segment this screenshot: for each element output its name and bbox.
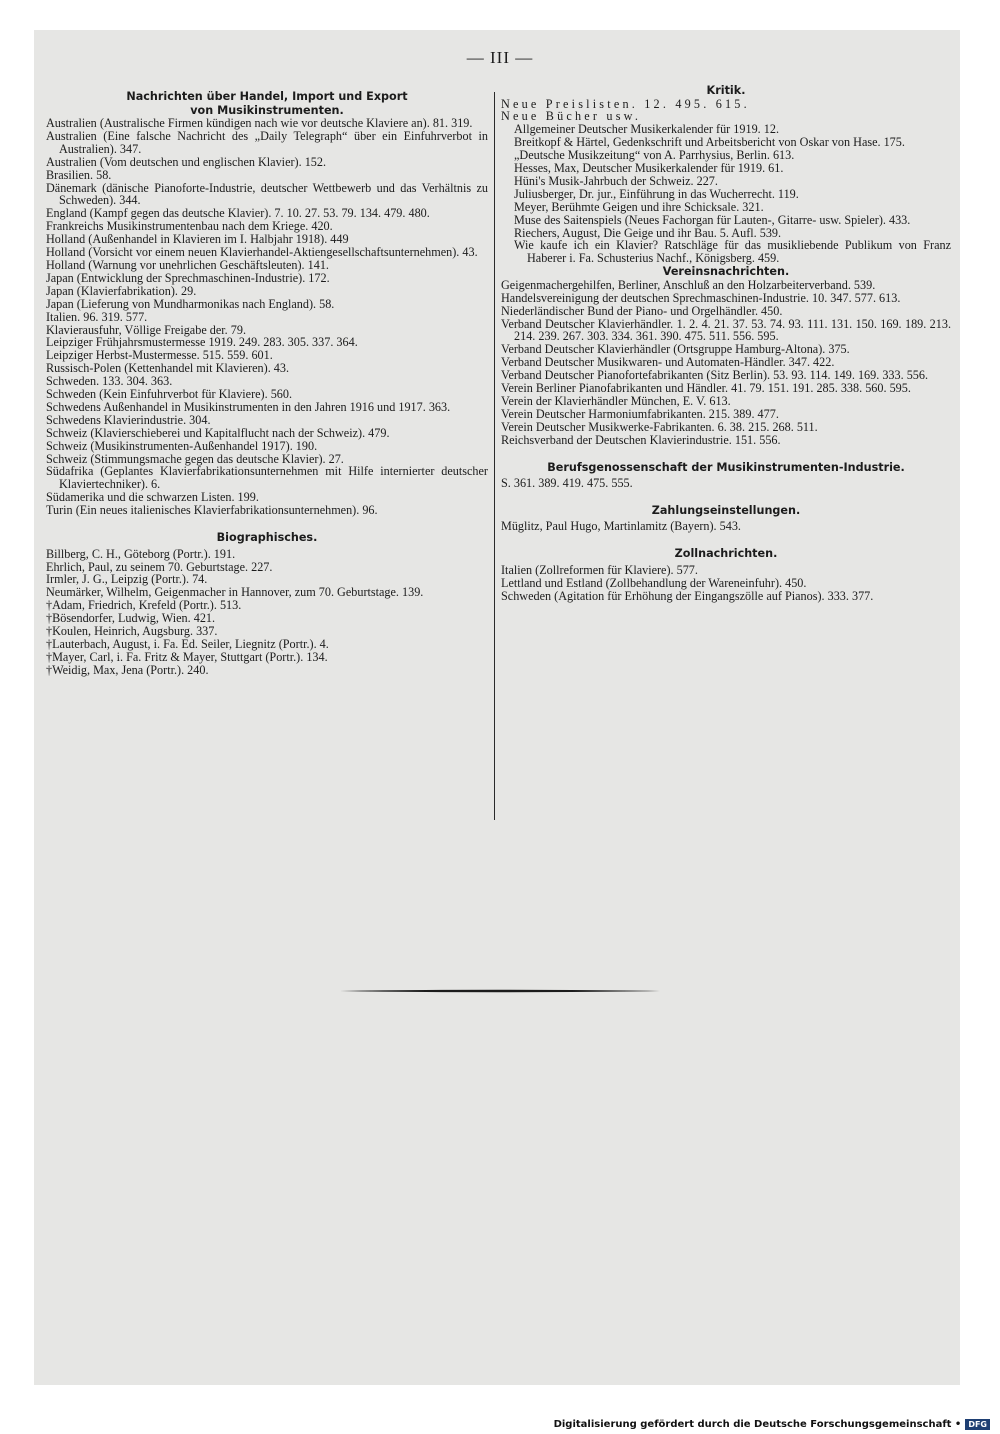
index-entry: Verband Deutscher Pianofortefabrikanten (Sitz Berlin). 53. 93. 114. 149. 169. 333. 556. [501, 368, 929, 383]
index-entry: Schwedens Klavierindustrie. 304. [46, 412, 211, 427]
index-entry: Holland (Vorsicht vor einem neuen Klavierhandel-Aktiengesellschaftsunternehmen). 43. [46, 245, 478, 260]
index-entry: Dänemark (dänische Pianoforte-Industrie, deutscher Wettbewerb und das Verhältnis zu Schweden). 344. [46, 180, 488, 208]
index-entry: S. 361. 389. 419. 475. 555. [501, 476, 633, 491]
entry-list [46, 548, 488, 677]
section-heading: Vereinsnachrichten. [662, 265, 790, 279]
section-heading: Zahlungseinstellungen. [651, 503, 801, 517]
section-vereinsnachrichten [501, 265, 951, 446]
index-entry: Riechers, August, Die Geige und ihr Bau. 5. Aufl. 539. [514, 225, 782, 240]
entry-list [501, 520, 951, 533]
index-entry: Schweden (Agitation für Erhöhung der Eingangszölle auf Pianos). 333. 377. [501, 588, 874, 603]
entry-list [501, 123, 951, 265]
section-biographisches [46, 531, 488, 677]
entry-list [46, 117, 488, 517]
index-entry: Breitkopf & Härtel, Gedenkschrift und Arbeitsbericht von Oskar von Hase. 175. [514, 135, 905, 150]
index-entry: Lettland und Estland (Zollbehandlung der Wareneinfuhr). 450. [501, 575, 807, 590]
index-entry: Juliusberger, Dr. jur., Einführung in das Wucherrecht. 119. [514, 186, 799, 201]
index-entry: †Weidig, Max, Jena (Portr.). 240. [46, 662, 209, 677]
index-entry: Verband Deutscher Klavierhändler (Ortsgruppe Hamburg-Altona). 375. [501, 342, 850, 357]
index-entry: Schweiz (Klavierschieberei und Kapitalflucht nach der Schweiz). 479. [46, 425, 390, 440]
index-entry: Verein Deutscher Harmoniumfabrikanten. 215. 389. 477. [501, 406, 779, 421]
index-entry: Billberg, C. H., Göteborg (Portr.). 191. [46, 546, 236, 561]
index-entry: „Deutsche Musikzeitung“ von A. Parrhysius, Berlin. 613. [514, 148, 795, 163]
index-entry: Muse des Saitenspiels (Neues Fachorgan für Lauten-, Gitarre- usw. Spieler). 433. [514, 212, 911, 227]
index-entry: Australien (Australische Firmen kündigen nach wie vor deutsche Klaviere an). 81. 319. [46, 116, 473, 130]
index-entry: Südafrika (Geplantes Klavierfabrikationsunternehmen mit Hilfe internierter deutscher Klaviertechniker). 6. [46, 464, 488, 492]
index-entry: Australien (Eine falsche Nachricht des „Daily Telegraph“ über ein Einfuhrverbot in Australien). 347. [46, 128, 488, 156]
index-entry: †Lauterbach, August, i. Fa. Ed. Seiler, Liegnitz (Portr.). 4. [46, 636, 329, 651]
index-entry: Leipziger Herbst-Mustermesse. 515. 559. 601. [46, 348, 273, 363]
index-entry: Reichsverband der Deutschen Klavierindustrie. 151. 556. [501, 432, 781, 447]
index-entry: †Adam, Friedrich, Krefeld (Portr.). 513. [46, 598, 242, 613]
index-entry: Südamerika und die schwarzen Listen. 199. [46, 490, 259, 505]
index-entry: Leipziger Frühjahrsmustermesse 1919. 249. 283. 305. 337. 364. [46, 335, 358, 350]
index-entry: Schwedens Außenhandel in Musikinstrumenten in den Jahren 1916 und 1917. 363. [46, 399, 451, 414]
index-entry: Geigenmachergehilfen, Berliner, Anschluß an den Holzarbeiterverband. 539. [501, 277, 876, 292]
index-entry: Verein Berliner Pianofabrikanten und Händler. 41. 79. 151. 191. 285. 338. 560. 595. [501, 381, 911, 396]
index-entry: †Koulen, Heinrich, Augsburg. 337. [46, 624, 218, 639]
entry-list [501, 564, 951, 603]
section-kritik [501, 84, 951, 265]
dfg-logo: DFG [965, 1419, 990, 1430]
index-entry: Turin (Ein neues italienisches Klavierfabrikationsunternehmen). 96. [46, 503, 378, 518]
subsection-label: Neue Bücher usw. [501, 109, 642, 124]
index-entry: Australien (Vom deutschen und englischen Klavier). 152. [46, 154, 327, 169]
index-entry: Japan (Entwicklung der Sprechmaschinen-Industrie). 172. [46, 270, 330, 285]
index-entry: Klavierausfuhr, Völlige Freigabe der. 79. [46, 322, 246, 337]
page-number: — III — [466, 48, 534, 67]
index-entry: Müglitz, Paul Hugo, Martinlamitz (Bayern). 543. [501, 519, 741, 534]
index-entry: Japan (Lieferung von Mundharmonikas nach England). 58. [46, 296, 335, 311]
section-zollnachrichten [501, 547, 951, 602]
section-heading: Berufsgenossenschaft der Musikinstrumenten-Industrie. [547, 460, 905, 474]
index-entry: Verein Deutscher Musikwerke-Fabrikanten. 6. 38. 215. 268. 511. [501, 419, 818, 434]
index-entry: Frankreichs Musikinstrumentenbau nach dem Kriege. 420. [46, 219, 333, 234]
index-entry: Brasilien. 58. [46, 167, 112, 182]
index-entry: Verein der Klavierhändler München, E. V. 613. [501, 393, 731, 408]
index-entry: Ehrlich, Paul, zu seinem 70. Geburtstage. 227. [46, 559, 273, 574]
right-column [501, 84, 951, 603]
index-entry: Handelsvereinigung der deutschen Sprechmaschinen-Industrie. 10. 347. 577. 613. [501, 290, 901, 305]
index-entry: Niederländischer Bund der Piano- und Orgelhändler. 450. [501, 303, 783, 318]
section-heading: Nachrichten über Handel, Import und Export von Musikinstrumenten. [126, 90, 408, 117]
index-entry: Holland (Warnung vor unehrlichen Geschäftsleuten). 141. [46, 257, 329, 272]
index-entry: Schweiz (Musikinstrumenten-Außenhandel 1917). 190. [46, 438, 318, 453]
index-entry: Wie kaufe ich ein Klavier? Ratschläge für das musikliebende Publikum von Franz Haberer i. Fa. Schusterius Nachf., Königsberg. 459. [514, 238, 951, 266]
entry-list [501, 279, 951, 447]
entry-list [501, 477, 951, 490]
index-entry: England (Kampf gegen das deutsche Klavier). 7. 10. 27. 53. 79. 134. 479. 480. [46, 206, 430, 221]
index-entry: †Bösendorfer, Ludwig, Wien. 421. [46, 611, 216, 626]
index-entry: Schweden (Kein Einfuhrverbot für Klaviere). 560. [46, 387, 293, 402]
section-berufsgenossenschaft [501, 461, 951, 490]
section-heading: Biographisches. [216, 531, 318, 545]
index-entry: Verband Deutscher Klavierhändler. 1. 2. 4. 21. 37. 53. 74. 93. 111. 131. 150. 169. 189. 213. 214. 239. 267. 303. 334. 361. 390. 475. 511. 556. 595. [501, 316, 951, 344]
section-zahlungseinstellungen [501, 504, 951, 533]
section-handel [46, 90, 488, 517]
column-divider [494, 92, 495, 820]
index-entry: Holland (Außenhandel in Klavieren im I. Halbjahr 1918). 449 [46, 232, 349, 247]
index-entry: Neumärker, Wilhelm, Geigenmacher in Hannover, zum 70. Geburtstage. 139. [46, 585, 424, 600]
footer [554, 1417, 990, 1431]
ornamental-rule [340, 988, 660, 994]
section-heading: Zollnachrichten. [674, 547, 778, 561]
index-entry: Meyer, Berühmte Geigen und ihre Schicksale. 321. [514, 199, 764, 214]
index-entry: Hesses, Max, Deutscher Musikerkalender für 1919. 61. [514, 161, 784, 176]
index-entry: Italien (Zollreformen für Klaviere). 577. [501, 562, 698, 577]
index-entry: Allgemeiner Deutscher Musikerkalender für 1919. 12. [514, 122, 779, 137]
index-entry: Verband Deutscher Musikwaren- und Automaten-Händler. 347. 422. [501, 355, 835, 370]
index-entry: Schweiz (Stimmungsmache gegen das deutsche Klavier). 27. [46, 451, 344, 466]
index-entry: Italien. 96. 319. 577. [46, 309, 148, 324]
index-entry: Japan (Klavierfabrikation). 29. [46, 283, 197, 298]
index-entry: Neue Preislisten. 12. 495. 615. [501, 96, 750, 111]
index-entry: Irmler, J. G., Leipzig (Portr.). 74. [46, 572, 208, 587]
footer-text: Digitalisierung gefördert durch die Deutsche Forschungsgemeinschaft • [553, 1418, 962, 1430]
left-column [46, 90, 488, 677]
index-entry: Hüni's Musik-Jahrbuch der Schweiz. 227. [514, 173, 718, 188]
section-heading: Kritik. [706, 84, 746, 97]
index-entry: Schweden. 133. 304. 363. [46, 374, 173, 389]
index-entry: Russisch-Polen (Kettenhandel mit Klavieren). 43. [46, 361, 290, 376]
index-entry: †Mayer, Carl, i. Fa. Fritz & Mayer, Stuttgart (Portr.). 134. [46, 649, 328, 664]
